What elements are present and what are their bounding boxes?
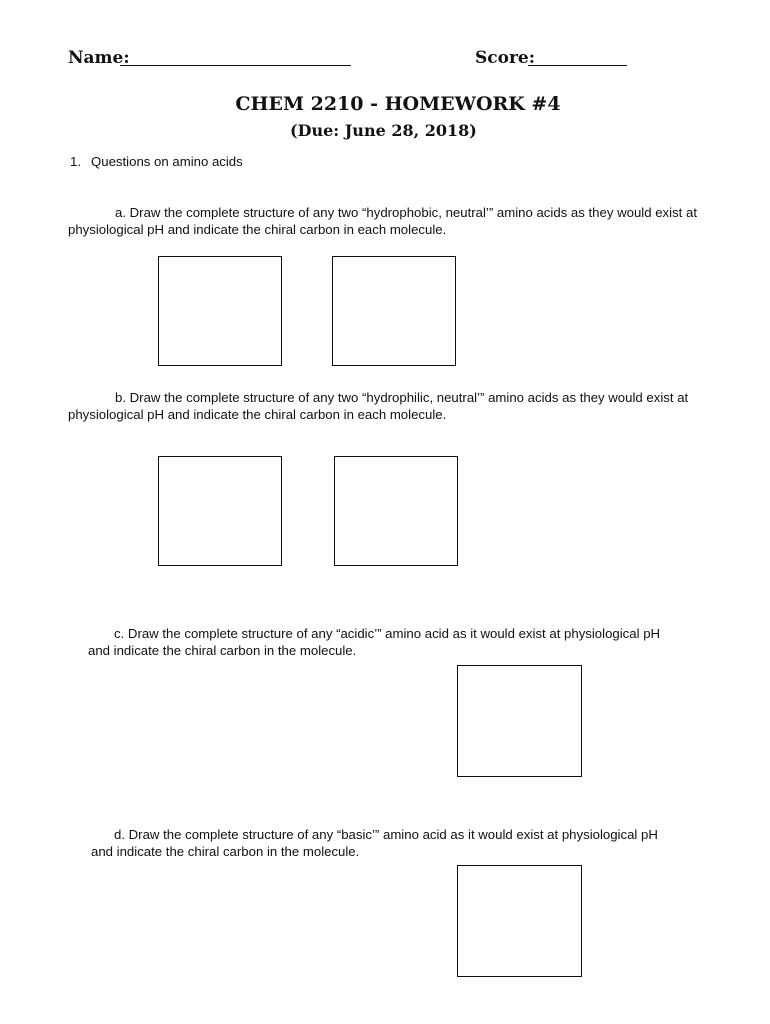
answer-box-a1[interactable] — [158, 256, 282, 366]
answer-box-a2[interactable] — [332, 256, 456, 366]
answer-box-d[interactable] — [457, 865, 582, 977]
part-c-line1: c. Draw the complete structure of any “acidic’” amino acid as it would exist at physiological pH — [114, 626, 661, 641]
answer-box-c[interactable] — [457, 665, 582, 777]
due-date: (Due: June 28, 2018) — [290, 121, 477, 140]
part-a-line2: physiological pH and indicate the chiral carbon in each molecule. — [68, 222, 447, 237]
part-c-line2: and indicate the chiral carbon in the molecule. — [88, 643, 357, 658]
name-field[interactable] — [120, 48, 351, 66]
score-label: Score: — [475, 48, 536, 68]
question-heading: Questions on amino acids — [91, 154, 243, 169]
answer-box-b2[interactable] — [334, 456, 458, 566]
part-d-line2: and indicate the chiral carbon in the molecule. — [91, 844, 360, 859]
answer-box-b1[interactable] — [158, 456, 282, 566]
question-number: 1. — [70, 154, 81, 169]
score-field[interactable] — [528, 48, 627, 66]
part-a-line1: a. Draw the complete structure of any two “hydrophobic, neutral’” amino acids as they would exist at — [115, 205, 697, 220]
part-d-line1: d. Draw the complete structure of any “basic’” amino acid as it would exist at physiological pH — [114, 827, 658, 842]
page-title: CHEM 2210 - HOMEWORK #4 — [235, 93, 561, 115]
part-b-line2: physiological pH and indicate the chiral carbon in each molecule. — [68, 407, 447, 422]
name-label: Name: — [68, 48, 130, 68]
part-b-line1: b. Draw the complete structure of any two “hydrophilic, neutral’” amino acids as they would exist at — [115, 390, 689, 405]
